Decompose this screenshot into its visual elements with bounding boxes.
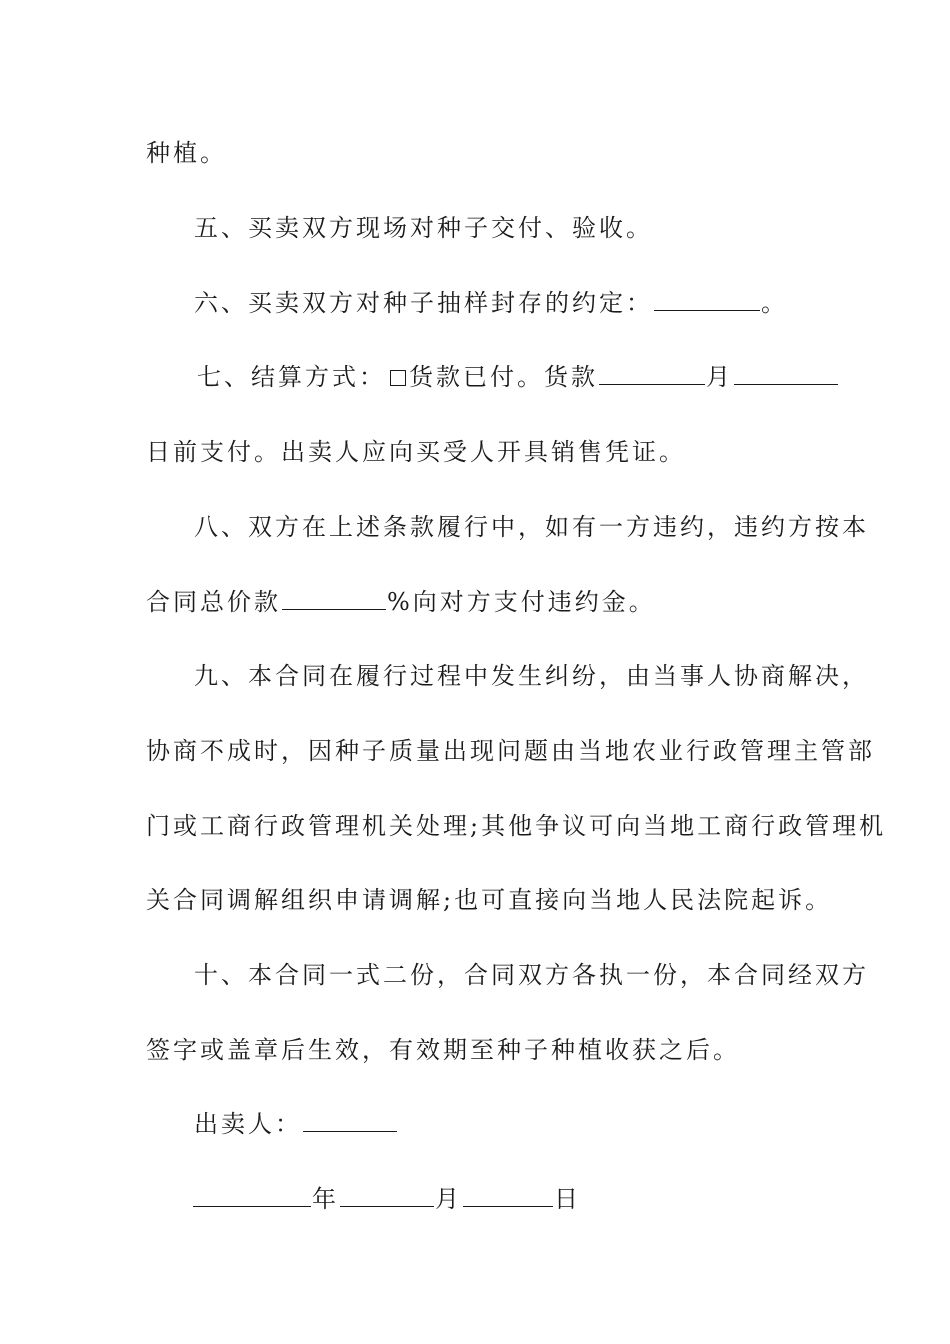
clause-5 xyxy=(194,213,653,243)
clause-8 xyxy=(194,512,869,542)
text-line: 十、本合同一式二份，合同双方各执一份，本合同经双方 xyxy=(194,961,869,989)
text-line: 六、买卖双方对种子抽样封存的约定： xyxy=(194,289,653,317)
clause-9-continued xyxy=(146,885,832,915)
fill-blank[interactable] xyxy=(734,364,838,385)
date-line xyxy=(192,1184,581,1214)
year-blank[interactable] xyxy=(193,1186,311,1207)
text-line: 种植。 xyxy=(146,139,227,167)
clause-7-continued xyxy=(146,437,686,467)
text-line: 日前支付。出卖人应向买受人开具销售凭证。 xyxy=(146,438,686,466)
seller-signature xyxy=(194,1109,398,1139)
text-line: 五、买卖双方现场对种子交付、验收。 xyxy=(194,214,653,242)
clause-7 xyxy=(197,362,839,392)
month-label: 月 xyxy=(435,1185,462,1213)
text-line: 货款已付。货款 xyxy=(409,363,598,391)
clause-9-continued xyxy=(146,811,886,841)
text-line: 九、本合同在履行过程中发生纠纷，由当事人协商解决， xyxy=(194,662,869,690)
checkbox-icon[interactable] xyxy=(390,370,406,386)
text-line: 协商不成时，因种子质量出现问题由当地农业行政管理主管部 xyxy=(146,737,875,765)
fill-blank[interactable] xyxy=(282,589,386,610)
clause-9-continued xyxy=(146,736,875,766)
text-line: 门或工商行政管理机关处理;其他争议可向当地工商行政管理机 xyxy=(146,812,887,840)
seller-name-blank[interactable] xyxy=(303,1111,397,1132)
text-line: 八、双方在上述条款履行中，如有一方违约，违约方按本 xyxy=(194,513,869,541)
fill-blank[interactable] xyxy=(599,364,705,385)
text-line: %向对方支付违约金。 xyxy=(387,588,656,616)
text-line: 。 xyxy=(761,289,788,317)
clause-10-continued xyxy=(146,1035,740,1065)
fill-blank[interactable] xyxy=(654,290,760,311)
text-line: 合同总价款 xyxy=(146,588,281,616)
clause-9 xyxy=(194,661,869,691)
clause-10 xyxy=(194,960,869,990)
text-line: 月 xyxy=(706,363,733,391)
year-label: 年 xyxy=(312,1185,339,1213)
text-line: 关合同调解组织申请调解;也可直接向当地人民法院起诉。 xyxy=(146,886,833,914)
day-blank[interactable] xyxy=(463,1186,553,1207)
text-line: 签字或盖章后生效，有效期至种子种植收获之后。 xyxy=(146,1036,740,1064)
month-blank[interactable] xyxy=(340,1186,434,1207)
clause-6 xyxy=(194,288,788,318)
seller-label: 出卖人： xyxy=(194,1110,302,1138)
day-label: 日 xyxy=(554,1185,581,1213)
text-line: 七、结算方式： xyxy=(197,363,386,391)
clause-8-continued xyxy=(146,587,656,617)
paragraph-continuation xyxy=(146,138,227,168)
